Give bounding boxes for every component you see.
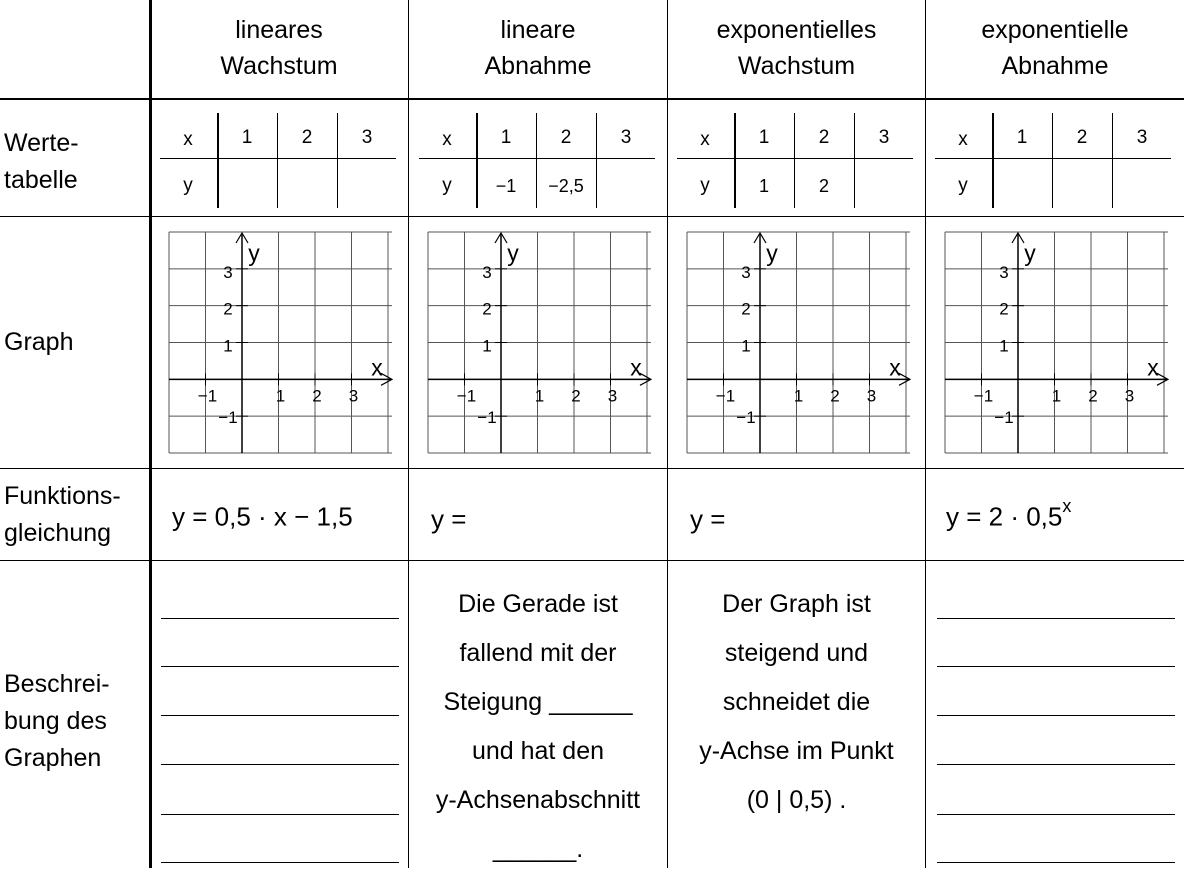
y-axis-label: y bbox=[766, 240, 778, 266]
x-tick-label: 2 bbox=[830, 386, 840, 406]
value-table-y-label: y bbox=[442, 175, 452, 196]
y-tick-label: 3 bbox=[482, 262, 492, 282]
y-axis-label: y bbox=[507, 240, 519, 266]
y-tick-label: −1 bbox=[477, 408, 497, 428]
y-tick-label: −1 bbox=[218, 408, 238, 428]
value-table-y-label: y bbox=[958, 175, 968, 196]
value-table-x-value: 3 bbox=[878, 127, 890, 148]
equation-exponential-growth[interactable]: y = bbox=[690, 504, 726, 534]
x-tick-label: 1 bbox=[793, 386, 804, 406]
value-table-x-value: 3 bbox=[1136, 127, 1148, 148]
y-tick-label: 1 bbox=[741, 336, 751, 356]
x-tick-label: −1 bbox=[456, 386, 477, 406]
value-table-y-value[interactable]: 1 bbox=[758, 176, 769, 196]
value-table-y-value[interactable]: −2,5 bbox=[548, 176, 584, 196]
y-tick-label: 1 bbox=[223, 336, 233, 356]
value-table-x-value: 3 bbox=[361, 127, 373, 148]
x-axis-label: x bbox=[1147, 354, 1159, 381]
value-table-x-value: 1 bbox=[241, 127, 253, 148]
description-exponential-growth: Der Graph ist steigend und schneidet die y-Achse im Punkt (0 | 0,5) . bbox=[699, 590, 894, 814]
x-axis-label: x bbox=[371, 354, 383, 381]
row-label-graph: Graph bbox=[4, 328, 74, 356]
value-table-x-value: 1 bbox=[1016, 127, 1028, 148]
row-label-value-table: Werte- tabelle bbox=[4, 129, 79, 194]
equation-exponential-decay: $y = 2 \cdot 0,5^x$ bbox=[946, 496, 1072, 532]
graph-svg bbox=[944, 231, 1169, 454]
y-tick-label: 2 bbox=[223, 299, 233, 319]
x-tick-label: 1 bbox=[275, 386, 286, 406]
value-table-linear-growth bbox=[160, 113, 396, 208]
x-tick-label: 2 bbox=[312, 386, 322, 406]
value-table-y-value[interactable]: 2 bbox=[818, 176, 829, 196]
value-table-x-value: 2 bbox=[818, 127, 830, 148]
y-tick-label: 3 bbox=[223, 262, 233, 282]
graph-svg bbox=[427, 231, 652, 454]
value-table-x-value: 1 bbox=[758, 127, 770, 148]
y-axis-label: y bbox=[248, 240, 260, 266]
equation-linear-growth: y = 0,5 · x − 1,5 bbox=[172, 501, 353, 532]
y-tick-label: 2 bbox=[482, 299, 492, 319]
value-table-exponential-decay bbox=[935, 113, 1171, 208]
column-header-exponential-growth: exponentielles Wachstum bbox=[716, 16, 877, 80]
y-axis-label: y bbox=[1024, 240, 1036, 266]
x-tick-label: 1 bbox=[534, 386, 545, 406]
value-table-x-label: x bbox=[183, 129, 193, 150]
x-tick-label: 1 bbox=[1051, 386, 1062, 406]
x-tick-label: 2 bbox=[1088, 386, 1098, 406]
value-table-x-value: 2 bbox=[301, 127, 313, 148]
column-header-linear-decay: lineare Abnahme bbox=[484, 16, 592, 80]
description-linear-decay: Die Gerade ist fallend mit der Steigung ______ und hat den y-Achsenabschnitt ______. bbox=[435, 590, 641, 863]
equation-linear-decay[interactable]: y = bbox=[431, 504, 467, 534]
x-tick-label: −1 bbox=[197, 386, 218, 406]
y-tick-label: 2 bbox=[741, 299, 751, 319]
y-tick-label: 1 bbox=[482, 336, 492, 356]
coordinate-grid-exponential-growth[interactable] bbox=[686, 231, 911, 454]
value-table-y-label: y bbox=[183, 175, 193, 196]
value-table-y-label: y bbox=[700, 175, 710, 196]
x-tick-label: 3 bbox=[348, 386, 359, 406]
value-table-x-label: x bbox=[958, 129, 968, 150]
y-tick-label: −1 bbox=[994, 408, 1014, 428]
y-tick-label: −1 bbox=[736, 408, 756, 428]
graph-svg bbox=[168, 231, 393, 454]
x-tick-label: 3 bbox=[866, 386, 877, 406]
coordinate-grid-linear-decay[interactable] bbox=[427, 231, 652, 454]
column-header-exponential-decay: exponentielle Abnahme bbox=[981, 16, 1129, 80]
y-tick-label: 3 bbox=[741, 262, 751, 282]
x-axis-label: x bbox=[630, 354, 642, 381]
x-tick-label: −1 bbox=[973, 386, 994, 406]
row-label-description: Beschrei- bung des Graphen bbox=[4, 670, 110, 772]
coordinate-grid-exponential-decay[interactable] bbox=[944, 231, 1169, 454]
x-tick-label: −1 bbox=[715, 386, 736, 406]
x-tick-label: 3 bbox=[1124, 386, 1135, 406]
y-tick-label: 2 bbox=[999, 299, 1009, 319]
row-label-function-equation: Funktions- gleichung bbox=[4, 482, 121, 547]
coordinate-grid-linear-growth[interactable] bbox=[168, 231, 393, 454]
value-table-exponential-growth bbox=[677, 113, 913, 208]
x-tick-label: 3 bbox=[607, 386, 618, 406]
value-table-x-label: x bbox=[442, 129, 452, 150]
value-table-x-value: 1 bbox=[500, 127, 512, 148]
value-table-x-value: 2 bbox=[1076, 127, 1088, 148]
value-table-x-value: 2 bbox=[560, 127, 572, 148]
column-header-linear-growth: lineares Wachstum bbox=[220, 16, 338, 80]
x-axis-label: x bbox=[889, 354, 901, 381]
y-tick-label: 3 bbox=[999, 262, 1009, 282]
graph-svg bbox=[686, 231, 911, 454]
value-table-y-value[interactable]: −1 bbox=[495, 176, 517, 196]
value-table-x-label: x bbox=[700, 129, 710, 150]
value-table-x-value: 3 bbox=[620, 127, 632, 148]
x-tick-label: 2 bbox=[571, 386, 581, 406]
value-table-linear-decay bbox=[419, 113, 655, 208]
y-tick-label: 1 bbox=[999, 336, 1009, 356]
